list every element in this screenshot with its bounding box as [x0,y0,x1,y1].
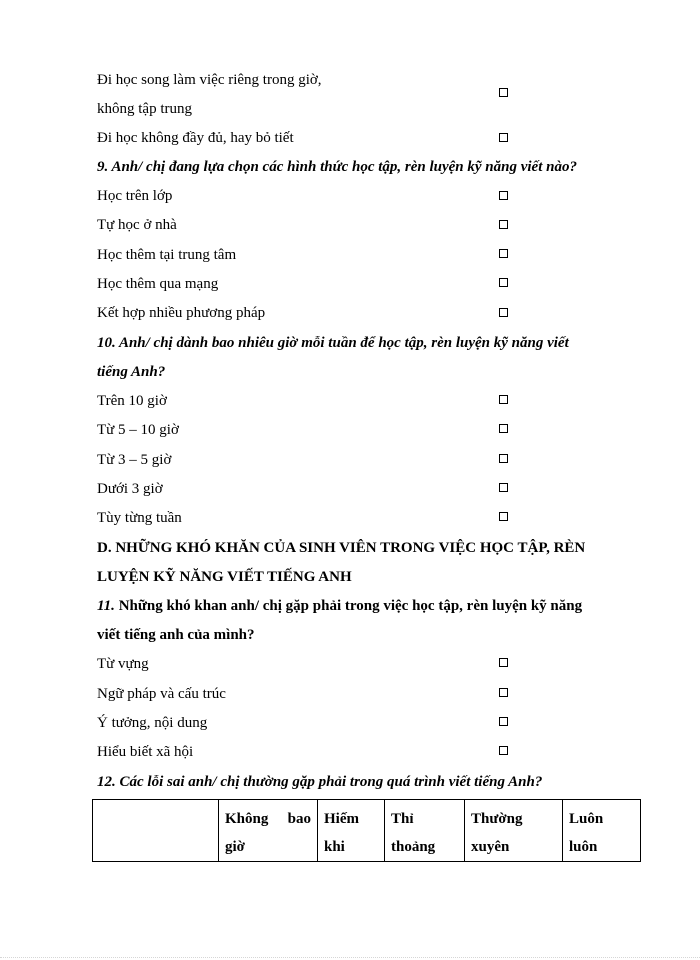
table-header-cell [465,800,563,862]
checkbox[interactable] [499,308,508,317]
option-label: Ngữ pháp và cấu trúc [97,686,226,702]
option-label: Tùy từng tuần [97,510,182,526]
question-12-title: 12. Các lỗi sai anh/ chị thường gặp phải trong quá trình viết tiếng Anh? [97,774,543,790]
option-label: Học thêm tại trung tâm [97,247,237,263]
checkbox[interactable] [499,220,508,229]
checkbox[interactable] [499,483,508,492]
checkbox[interactable] [499,133,508,142]
checkbox[interactable] [499,746,508,755]
table-header-row [93,800,641,862]
checkbox[interactable] [499,658,508,667]
header-text: luôn [569,839,598,855]
question-10-title-cont: tiếng Anh? [97,364,166,380]
header-text: giờ [225,839,245,855]
header-text: Hiếm [324,811,359,827]
option-label: Hiểu biết xã hội [97,744,194,760]
option-label: Kết hợp nhiều phương pháp [97,305,266,321]
header-text: Không [225,811,269,827]
question-9-title: 9. Anh/ chị đang lựa chọn các hình thức học tập, rèn luyện kỹ năng viết nào? [97,159,577,175]
section-d-heading-cont: LUYỆN KỸ NĂNG VIẾT TIẾNG ANH [97,569,352,585]
table-header-empty [93,800,219,862]
option-label: Từ vựng [97,656,149,672]
table-header-cell [385,800,465,862]
question-11-text: Những khó khan anh/ chị gặp phải trong việc học tập, rèn luyện kỹ năng [118,598,583,614]
option-label: Từ 3 – 5 giờ [97,452,172,468]
table-header-cell [563,800,641,862]
option-label: Trên 10 giờ [97,393,167,409]
question-11-title-cont: viết tiếng anh của mình? [97,627,255,643]
checkbox[interactable] [499,512,508,521]
item-text [97,71,367,89]
question-11-title [97,597,582,615]
question-11-number: 11. [97,598,115,614]
checkbox[interactable] [499,249,508,258]
header-text: khi [324,839,345,855]
checkbox[interactable] [499,688,508,697]
checkbox[interactable] [499,717,508,726]
header-text: xuyên [471,839,510,855]
header-text: Thường [471,811,523,827]
page-bottom-rule [0,957,700,958]
header-text: thoảng [391,839,436,855]
item-text: Đi học không đầy đủ, hay bỏ tiết [97,130,294,146]
checkbox[interactable] [499,88,508,97]
question-10-title: 10. Anh/ chị dành bao nhiêu giờ mỗi tuần để học tập, rèn luyện kỹ năng viết [97,335,569,351]
header-text: bao [287,811,311,827]
checkbox[interactable] [499,424,508,433]
section-d-heading: D. NHỮNG KHÓ KHĂN CỦA SINH VIÊN TRONG VIỆC HỌC TẬP, RÈN [97,540,586,556]
option-label: Dưới 3 giờ [97,481,163,497]
option-label: Tự học ở nhà [97,217,177,233]
table-header-cell [318,800,385,862]
error-frequency-table [92,799,641,862]
checkbox[interactable] [499,395,508,404]
option-label: Học trên lớp [97,188,173,204]
header-text: Luôn [569,811,604,827]
option-label: Học thêm qua mạng [97,276,219,292]
header-text: Thỉ [391,811,414,827]
checkbox[interactable] [499,454,508,463]
item-text-line1: Đi học song làm việc riêng trong giờ, [97,72,322,88]
checkbox[interactable] [499,278,508,287]
checkbox[interactable] [499,191,508,200]
option-label: Ý tưởng, nội dung [97,715,208,731]
option-label: Từ 5 – 10 giờ [97,422,179,438]
table-header-cell [219,800,318,862]
item-text-line2: không tập trung [97,101,192,117]
